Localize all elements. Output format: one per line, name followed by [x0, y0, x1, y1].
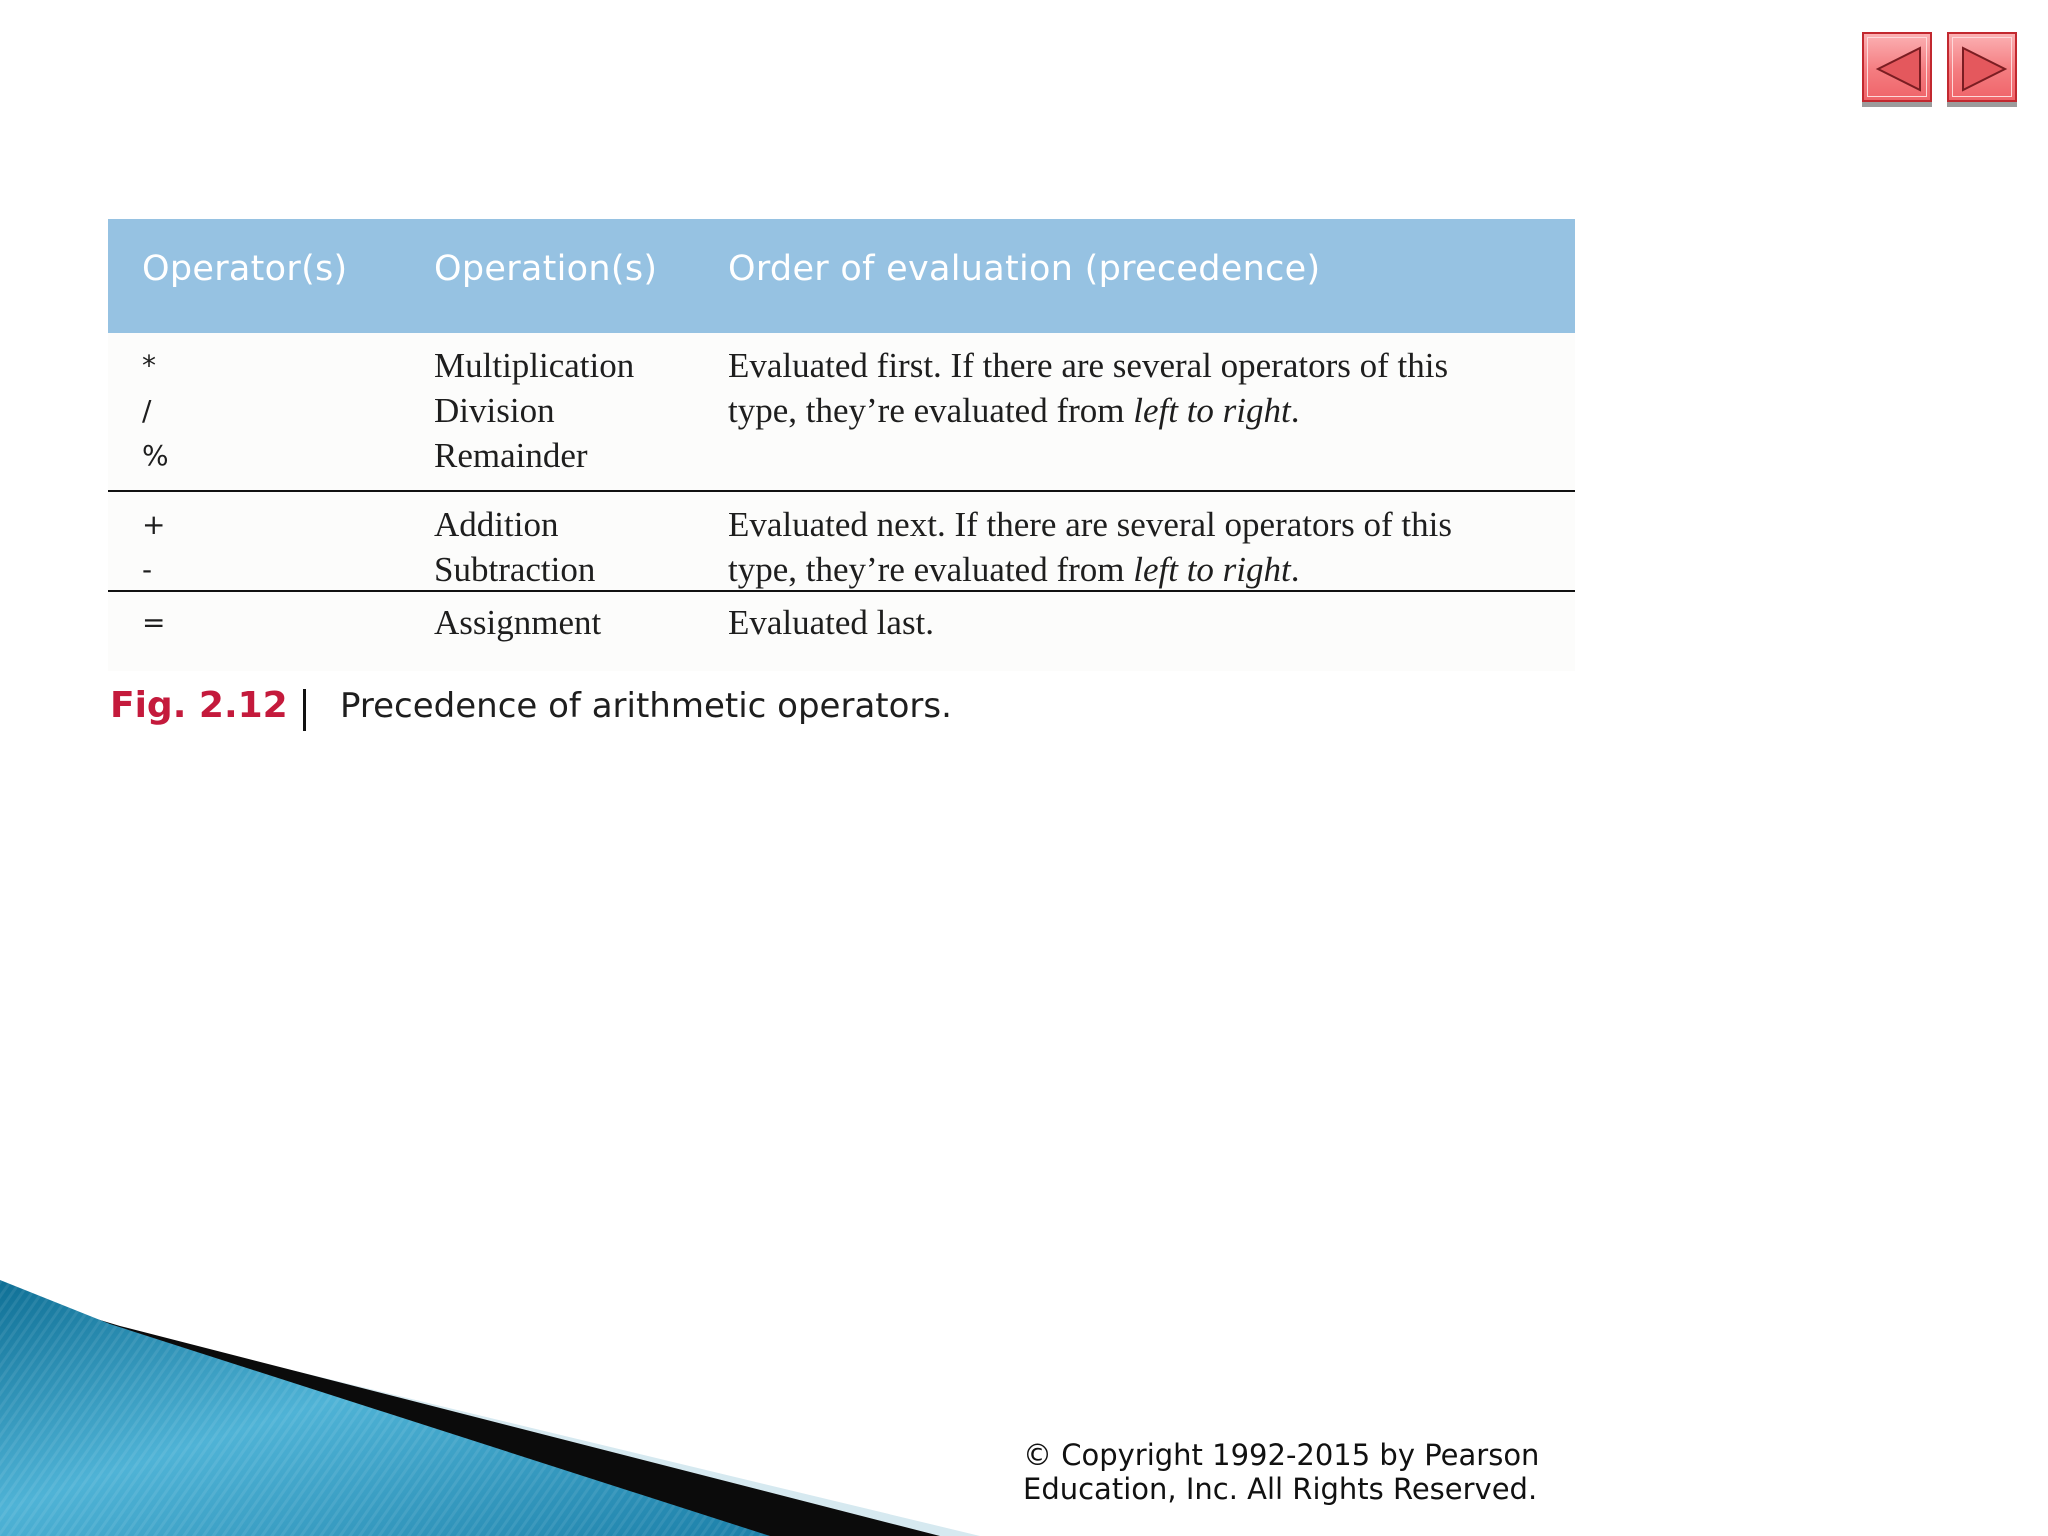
- figure-label: Fig. 2.12: [110, 685, 288, 726]
- figure-title: Precedence of arithmetic operators.: [340, 686, 952, 726]
- order-text: Evaluated last.: [728, 603, 935, 642]
- operator-symbol: -: [142, 553, 153, 586]
- order-cell: [728, 343, 1448, 433]
- operation-name: Multiplication: [434, 346, 635, 385]
- operations-cell: [434, 343, 634, 478]
- header-operators: Operator(s): [142, 249, 348, 289]
- copyright-notice: © Copyright 1992-2015 by Pearson Education, Inc. All Rights Reserved.: [1023, 1438, 1540, 1506]
- triangle-right-icon: [1949, 34, 2019, 104]
- previous-slide-button[interactable]: [1862, 32, 1932, 102]
- operation-name: Assignment: [434, 603, 602, 642]
- header-order: Order of evaluation (precedence): [728, 249, 1321, 289]
- operation-name: Division: [434, 391, 555, 430]
- table-row: [108, 592, 1575, 671]
- emphasis-text: left to right: [1133, 550, 1291, 589]
- emphasis-text: left to right: [1133, 391, 1291, 430]
- operation-name: Addition: [434, 505, 559, 544]
- precedence-table: [108, 219, 1575, 671]
- operator-symbol: +: [142, 508, 166, 541]
- operators-cell: [142, 502, 165, 592]
- order-cell: [728, 600, 934, 645]
- operations-cell: [434, 600, 601, 645]
- operator-symbol: =: [142, 606, 166, 639]
- caption-separator: [303, 689, 306, 731]
- table-row: [108, 333, 1575, 490]
- triangle-left-icon: [1864, 34, 1934, 104]
- order-text: type, they’re evaluated from left to right.: [728, 391, 1300, 430]
- order-cell: [728, 502, 1452, 592]
- order-text: type, they’re evaluated from left to right.: [728, 550, 1300, 589]
- operator-symbol: *: [142, 349, 156, 382]
- operators-cell: [142, 600, 165, 645]
- operation-name: Subtraction: [434, 550, 596, 589]
- next-slide-button[interactable]: [1947, 32, 2017, 102]
- order-text: Evaluated first. If there are several operators of this: [728, 346, 1449, 385]
- header-operations: Operation(s): [434, 249, 658, 289]
- decorative-swoosh: [0, 1280, 1000, 1536]
- table-row: [108, 492, 1575, 590]
- operator-symbol: /: [142, 394, 152, 427]
- table-header: [108, 219, 1575, 333]
- order-text: Evaluated next. If there are several operators of this: [728, 505, 1452, 544]
- operations-cell: [434, 502, 595, 592]
- operation-name: Remainder: [434, 436, 588, 475]
- operator-symbol: %: [142, 439, 169, 472]
- operators-cell: [142, 343, 169, 478]
